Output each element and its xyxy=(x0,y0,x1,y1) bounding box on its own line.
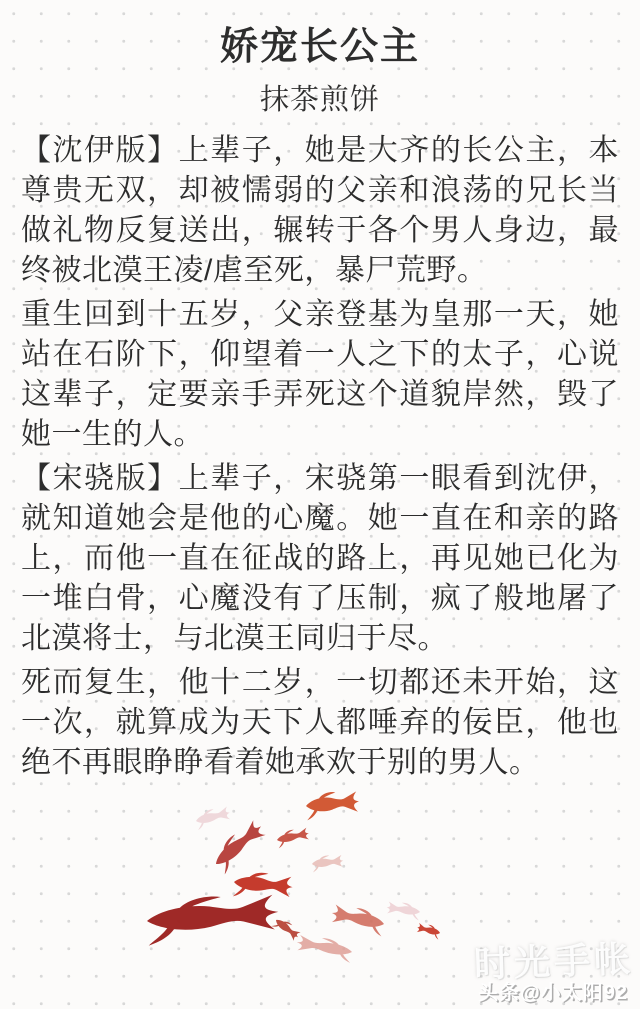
story-paragraph: 重生回到十五岁，父亲登基为皇那一天，她站在石阶下，仰望着一人之下的太子，心说这辈子，定要亲手弄死这个道貌岸然，毁了她一生的人。 xyxy=(21,298,619,451)
koi-fish xyxy=(209,818,270,875)
koi-fish xyxy=(194,805,232,830)
background-watermark: 时光手帐 xyxy=(473,938,635,985)
koi-fish xyxy=(233,870,294,901)
koi-fish xyxy=(271,915,302,943)
credit-watermark: 头条@小太阳92 xyxy=(478,982,628,1004)
koi-fish xyxy=(276,827,311,849)
page-title: 娇宠长公主 xyxy=(219,26,420,68)
koi-fish xyxy=(146,892,280,946)
story-paragraphs xyxy=(0,131,640,783)
author-name: 抹茶煎饼 xyxy=(259,84,380,116)
story-paragraph: 死而复生，他十二岁，一切都还未开始，这一次，就算成为天下人都唾弃的佞臣，他也绝不再眼睁睁看着她承欢于别的男人。 xyxy=(21,666,619,779)
koi-fish xyxy=(311,854,344,873)
koi-fish xyxy=(295,933,354,962)
koi-fish xyxy=(416,922,442,940)
koi-fish xyxy=(329,903,386,937)
story-paragraph: 【宋骁版】上辈子，宋骁第一眼看到沈伊，就知道她会是他的心魔。她一直在和亲的路上，而他一直在征战的路上，再见她已化为一堆白骨，心魔没有了压制，疯了般地屠了北漠将士，与北漠王同归于尽。 xyxy=(21,462,619,655)
koi-fish xyxy=(305,790,360,821)
story-paragraph: 【沈伊版】上辈子，她是大齐的长公主，本尊贵无双，却被懦弱的父亲和浪荡的兄长当做礼物反复送出，辗转于各个男人身边，最终被北漠王凌/虐至死，暴尸荒野。 xyxy=(21,134,619,287)
koi-fish xyxy=(386,901,421,921)
